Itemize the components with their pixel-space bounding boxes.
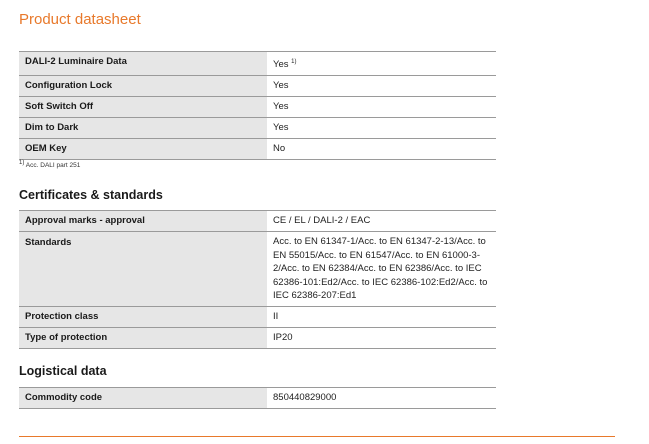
footnote-text: Acc. DALI part 251	[25, 162, 81, 170]
row-label: Type of protection	[19, 328, 267, 349]
row-label: Standards	[19, 232, 267, 307]
row-value: Acc. to EN 61347-1/Acc. to EN 61347-2-13/Acc. to EN 55015/Acc. to EN 61547/Acc. to EN 61000-3-2/Acc. to EN 62384/Acc. to EN 62386/Acc. to IEC 62386-101:Ed2/Acc. to IEC 62386-102:Ed2/Acc. to IEC 62386-207:Ed1	[267, 232, 496, 307]
row-value: Yes	[267, 97, 496, 118]
row-label: Dim to Dark	[19, 118, 267, 139]
footnote-marker: 1)	[291, 59, 297, 65]
section-heading-certificates: Certificates & standards	[19, 188, 163, 202]
table-row	[19, 139, 496, 160]
table-row	[19, 76, 496, 97]
row-value	[267, 52, 496, 76]
row-label: Configuration Lock	[19, 76, 267, 97]
logistical-table	[19, 387, 496, 409]
row-value: Yes	[267, 118, 496, 139]
row-label: Soft Switch Off	[19, 97, 267, 118]
table-row	[19, 211, 496, 232]
row-value: 850440829000	[267, 388, 496, 409]
row-label: Approval marks - approval	[19, 211, 267, 232]
table-row	[19, 388, 496, 409]
table-row	[19, 52, 496, 76]
row-label: DALI-2 Luminaire Data	[19, 52, 267, 76]
table-row	[19, 97, 496, 118]
row-value: II	[267, 307, 496, 328]
certificates-table	[19, 210, 496, 349]
footnote	[19, 160, 80, 169]
row-value: IP20	[267, 328, 496, 349]
footnote-mark: 1)	[19, 160, 25, 166]
row-label: Commodity code	[19, 388, 267, 409]
luminaire-data-table	[19, 51, 496, 160]
table-row	[19, 328, 496, 349]
row-label: OEM Key	[19, 139, 267, 160]
table-row	[19, 232, 496, 307]
table-row	[19, 118, 496, 139]
row-value: Yes	[267, 76, 496, 97]
row-value: CE / EL / DALI-2 / EAC	[267, 211, 496, 232]
row-label: Protection class	[19, 307, 267, 328]
row-value: No	[267, 139, 496, 160]
footer-divider	[19, 436, 615, 437]
section-heading-logistical: Logistical data	[19, 364, 107, 378]
row-value-text: Yes	[273, 59, 289, 71]
page-title: Product datasheet	[19, 11, 141, 28]
table-row	[19, 307, 496, 328]
